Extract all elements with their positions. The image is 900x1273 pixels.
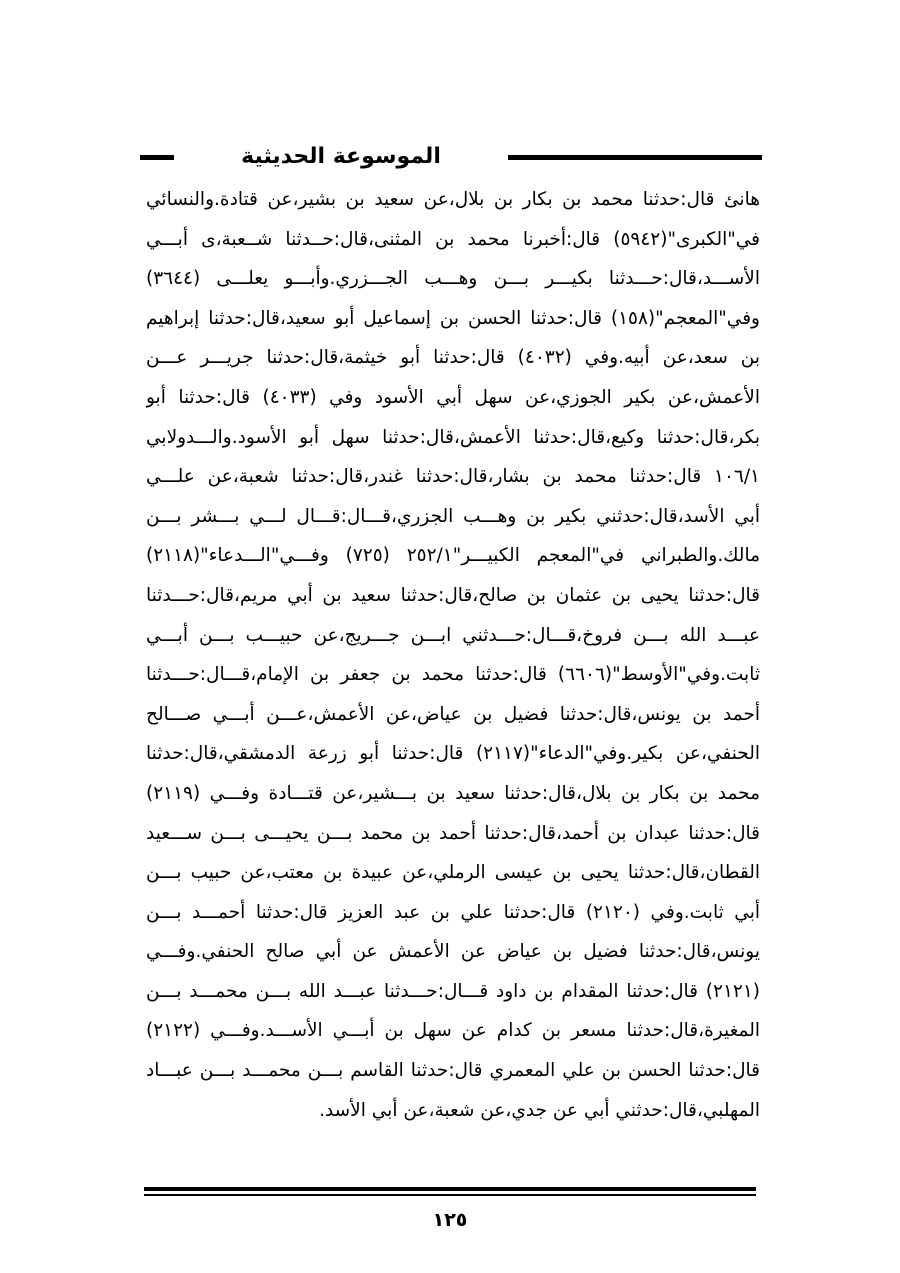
text-line: قال:حدثنا يحيى بن عثمان بن صالح،قال:حدثنا سعيد بن أبي مريم،قال:حـــدثنا <box>146 584 760 606</box>
text-line: قال:حدثنا الحسن بن علي المعمري قال:حدثنا القاسم بـــن محمـــد بـــن عبـــاد <box>146 1060 760 1082</box>
text-line: الحنفي،عن بكير.وفي"الدعاء"(٢١١٧) قال:حدثنا أبو زرعة الدمشقي،قال:حدثنا <box>146 743 760 765</box>
text-line: أحمد بن يونس،قال:حدثنا فضيل بن عياض،عن الأعمش،عـــن أبـــي صـــالح <box>146 703 760 725</box>
text-line: بكر،قال:حدثنا وكيع،قال:حدثنا الأعمش،قال:حدثنا سهل أبو الأسود.والـــدولابي <box>146 426 760 448</box>
text-line: في"الكبرى"(٥٩٤٢) قال:أخبرنا محمد بن المثنى،قال:حــدثنا شــعبة،ى أبـــي <box>146 228 760 250</box>
header-rule-left <box>140 155 174 160</box>
text-line: مالك.والطبراني في"المعجم الكبيـــر"٢٥٢/١ (٧٢٥) وفـــي"الـــدعاء"(٢١١٨) <box>146 545 760 567</box>
text-line: المغيرة،قال:حدثنا مسعر بن كدام عن سهل بن أبـــي الأســـد.وفـــي (٢١٢٢) <box>146 1020 760 1042</box>
header-rule-right <box>508 155 762 160</box>
text-line: محمد بن بكار بن بلال،قال:حدثنا سعيد بن بـــشير،عن قتـــادة وفـــي (٢١١٩) <box>146 782 760 804</box>
footer-rule-thick <box>144 1187 756 1191</box>
text-line: عبـــد الله بـــن فروخ،قـــال:حـــدثني ابـــن جـــريج،عن حبيـــب بـــن أبـــي <box>146 624 760 646</box>
text-line: ١٠٦/١ قال:حدثنا محمد بن بشار،قال:حدثنا غندر،قال:حدثنا شعبة،عن علـــي <box>146 466 760 488</box>
text-line: وفي"المعجم"(١٥٨) قال:حدثنا الحسن بن إسماعيل أبو سعيد،قال:حدثنا إبراهيم <box>146 307 760 329</box>
text-line: أبي الأسد،قال:حدثني بكير بن وهـــب الجزري،قـــال:قـــال لـــي بـــشر بـــن <box>146 505 760 527</box>
page-title: الموسوعة الحديثية <box>241 144 441 169</box>
page-header <box>140 139 762 179</box>
text-line: القطان،قال:حدثنا يحيى بن عيسى الرملي،عن عبيدة بن معتب،عن حبيب بـــن <box>146 862 760 884</box>
text-line: ثابت.وفي"الأوسط"(٦٦٠٦) قال:حدثنا محمد بن جعفر بن الإمام،قـــال:حـــدثنا <box>146 664 760 686</box>
page-footer-rule <box>144 1187 756 1196</box>
page-number: ١٢٥ <box>432 1209 468 1231</box>
text-line: الأعمش،عن بكير الجوزي،عن سهل أبي الأسود وفي (٤٠٣٣) قال:حدثنا أبو <box>146 386 760 408</box>
text-line: المهلبي،قال:حدثني أبي عن جدي،عن شعبة،عن أبي الأسد. <box>319 1099 760 1121</box>
footer-rule-thin <box>144 1194 756 1196</box>
text-line: (٢١٢١) قال:حدثنا المقدام بن داود قـــال:حـــدثنا عبـــد الله بـــن محمـــد بـــن <box>146 980 760 1002</box>
text-line: بن سعد،عن أبيه.وفي (٤٠٣٢) قال:حدثنا أبو خيثمة،قال:حدثنا جريـــر عـــن <box>146 347 760 369</box>
text-line: أبي ثابت.وفي (٢١٢٠) قال:حدثنا علي بن عبد العزيز قال:حدثنا أحمـــد بـــن <box>146 901 760 923</box>
text-line: قال:حدثنا عبدان بن أحمد،قال:حدثنا أحمد بن محمد بـــن يحيـــى بـــن ســـعيد <box>146 822 760 844</box>
main-text <box>146 180 760 1130</box>
text-line: الأســـد،قال:حـــدثنا بكيـــر بـــن وهـــب الجـــزري.وأبـــو يعلـــى (٣٦٤٤) <box>146 268 760 290</box>
text-line: يونس،قال:حدثنا فضيل بن عياض عن الأعمش عن أبي صالح الحنفي.وفـــي <box>146 941 760 963</box>
text-line: هانئ قال:حدثنا محمد بن بكار بن بلال،عن سعيد بن بشير،عن قتادة.والنسائي <box>146 189 760 210</box>
